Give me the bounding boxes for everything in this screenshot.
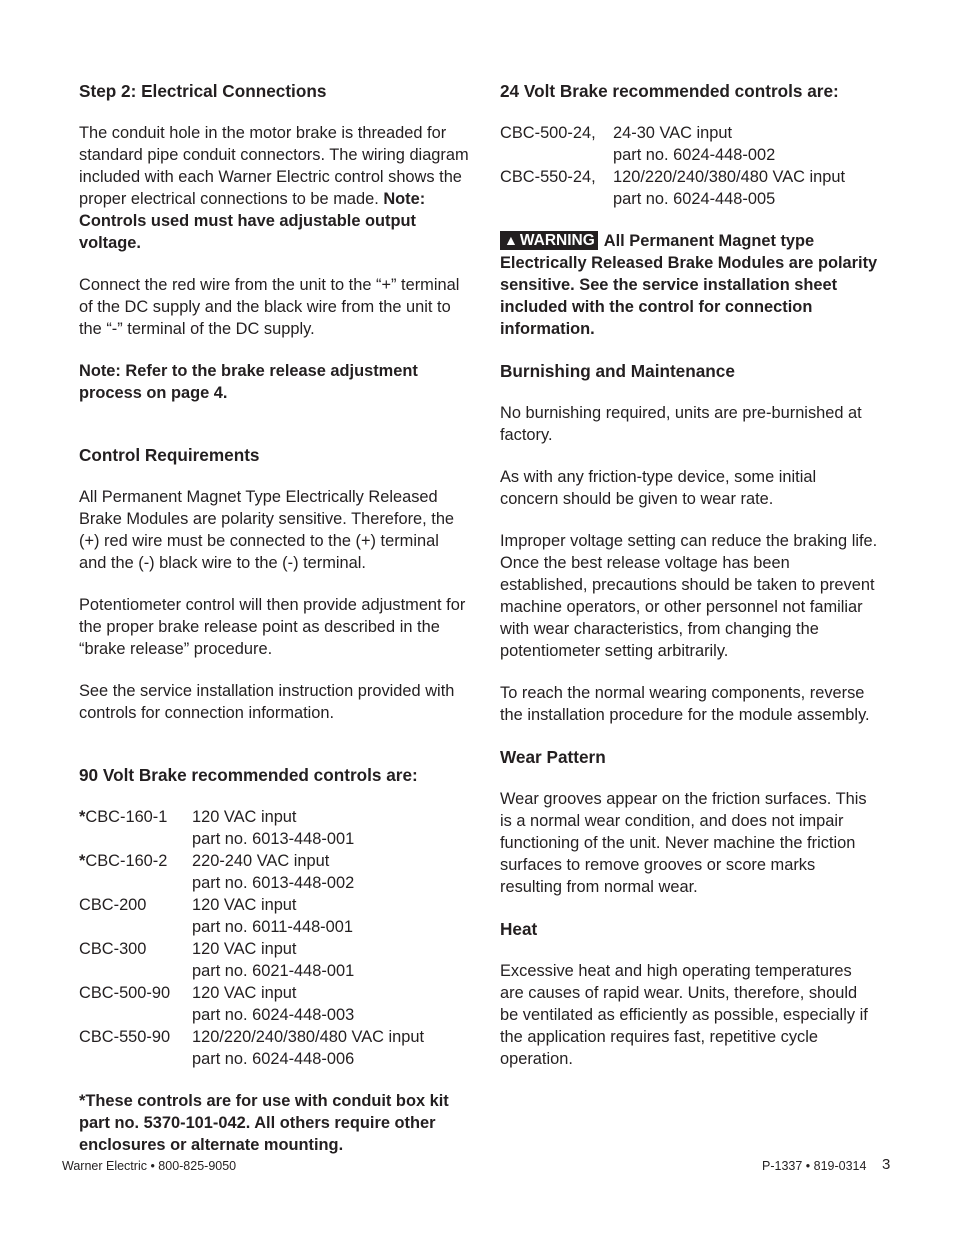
- electrical-connections-paragraph: [79, 122, 469, 254]
- control-row: [79, 806, 424, 828]
- control-part-number: part no. 6024-448-002: [613, 146, 776, 164]
- wiring-paragraph: Connect the red wire from the unit to the “+” terminal of the DC supply and the black wire from the unit to the “-” terminal of the DC supply.: [79, 276, 460, 338]
- footnote-asterisk: *: [79, 808, 86, 826]
- footer-document-number: P-1337 • 819-0314: [762, 1159, 867, 1173]
- warning-triangle-icon: ▲: [504, 232, 518, 248]
- service-instruction-paragraph: See the service installation instruction provided with controls for connection information.: [79, 682, 455, 722]
- brake-release-note: Note: Refer to the brake release adjustment process on page 4.: [79, 362, 418, 402]
- adjustable-voltage-note: Note: Controls used must have adjustable output voltage.: [79, 190, 426, 252]
- section-heading-wear-pattern: Wear Pattern: [500, 747, 606, 767]
- control-model-label: CBC-550-90: [79, 1028, 171, 1046]
- control-input: 120 VAC input: [192, 940, 297, 958]
- burnishing-paragraph-2: As with any friction-type device, some initial concern should be given to wear rate.: [500, 468, 817, 508]
- section-heading-control-requirements: Control Requirements: [79, 445, 260, 465]
- control-row: [79, 850, 424, 872]
- control-part-row: [79, 916, 424, 938]
- right-column: [500, 80, 878, 1070]
- burnishing-paragraph-3: Improper voltage setting can reduce the braking life. Once the best release voltage has been established, precautions should be taken to prevent machine operators, or other personnel not familiar with wear characteristics, from changing the potentiometer setting arbitrarily.: [500, 532, 878, 660]
- control-model: [79, 982, 192, 1004]
- footer-company-phone: Warner Electric • 800-825-9050: [62, 1159, 237, 1173]
- controls-90-volt-table: [79, 806, 424, 1070]
- warning-paragraph: [500, 230, 878, 340]
- section-heading-electrical-connections: Step 2: Electrical Connections: [79, 81, 327, 101]
- warning-badge-label: WARNING: [519, 232, 595, 249]
- control-part-row: [79, 872, 424, 894]
- left-column: [79, 80, 469, 1156]
- control-model-label: CBC-160-2: [85, 852, 168, 870]
- empty-cell: [79, 872, 192, 894]
- control-part-number: part no. 6024-448-005: [613, 190, 776, 208]
- warning-badge: [500, 231, 598, 250]
- control-part-number: part no. 6024-448-003: [192, 1006, 355, 1024]
- control-input: 24-30 VAC input: [613, 124, 733, 142]
- section-heading-burnishing: Burnishing and Maintenance: [500, 361, 735, 381]
- control-model: CBC-550-24,: [500, 168, 596, 186]
- warning-text: All Permanent Magnet type Electrically Released Brake Modules are polarity sensitive. See the service installation sheet included with the control for connection information.: [500, 232, 878, 338]
- control-model-label: CBC-500-90: [79, 984, 171, 1002]
- control-row: [79, 938, 424, 960]
- control-input: 120/220/240/380/480 VAC input: [613, 168, 846, 186]
- control-part-number: part no. 6021-448-001: [192, 962, 355, 980]
- empty-cell: [79, 916, 192, 938]
- section-heading-heat: Heat: [500, 919, 538, 939]
- control-model: [79, 1026, 192, 1048]
- empty-cell: [79, 828, 192, 850]
- control-part-row: [500, 144, 845, 166]
- control-part-row: [79, 960, 424, 982]
- section-heading-90-volt-controls: 90 Volt Brake recommended controls are:: [79, 765, 418, 785]
- heat-paragraph: Excessive heat and high operating temperatures are causes of rapid wear. Units, therefore, should be ventilated as efficiently as possible, especially if the application requires fast, repetitive cycle operation.: [500, 962, 868, 1068]
- empty-cell: [500, 144, 613, 166]
- footnote-asterisk: *: [79, 852, 86, 870]
- control-input: 120/220/240/380/480 VAC input: [192, 1028, 425, 1046]
- control-row: [79, 1026, 424, 1048]
- control-part-row: [79, 1048, 424, 1070]
- electrical-connections-text: The conduit hole in the motor brake is threaded for standard pipe conduit connectors. The wiring diagram included with each Warner Electric control shows the proper electrical connections to be made.: [79, 124, 469, 208]
- control-input: 120 VAC input: [192, 808, 297, 826]
- section-heading-24-volt-controls: 24 Volt Brake recommended controls are:: [500, 81, 839, 101]
- burnishing-paragraph-4: To reach the normal wearing components, reverse the installation procedure for the module assembly.: [500, 684, 870, 724]
- empty-cell: [79, 960, 192, 982]
- empty-cell: [79, 1004, 192, 1026]
- control-model-label: CBC-200: [79, 896, 147, 914]
- control-model: [79, 806, 192, 828]
- conduit-box-footnote: *These controls are for use with conduit box kit part no. 5370-101-042. All others require other enclosures or alternate mounting.: [79, 1092, 449, 1154]
- control-part-number: part no. 6013-448-002: [192, 874, 355, 892]
- control-row: [500, 122, 845, 144]
- controls-24-volt-table: [500, 122, 845, 210]
- control-model-label: CBC-160-1: [85, 808, 168, 826]
- control-part-number: part no. 6011-448-001: [192, 918, 353, 936]
- wear-pattern-paragraph: Wear grooves appear on the friction surfaces. This is a normal wear condition, and does not impair functioning of the unit. Never machine the friction surfaces to remove grooves or score marks resulting from normal wear.: [500, 790, 867, 896]
- control-input: 120 VAC input: [192, 984, 297, 1002]
- control-row: [79, 894, 424, 916]
- control-part-number: part no. 6024-448-006: [192, 1050, 355, 1068]
- control-row: [79, 982, 424, 1004]
- empty-cell: [79, 1048, 192, 1070]
- control-input: 120 VAC input: [192, 896, 297, 914]
- control-part-number: part no. 6013-448-001: [192, 830, 355, 848]
- control-part-row: [79, 1004, 424, 1026]
- polarity-paragraph: All Permanent Magnet Type Electrically Released Brake Modules are polarity sensitive. Therefore, the (+) red wire must be connected to the (+) terminal and the (-) black wire to the (-) terminal.: [79, 488, 455, 572]
- control-model: [79, 938, 192, 960]
- potentiometer-paragraph: Potentiometer control will then provide adjustment for the proper brake release point as described in the “brake release” procedure.: [79, 596, 466, 658]
- control-model-label: CBC-300: [79, 940, 147, 958]
- control-model: CBC-500-24,: [500, 124, 596, 142]
- control-row: [500, 166, 845, 188]
- control-model: [79, 850, 192, 872]
- control-model: [79, 894, 192, 916]
- empty-cell: [500, 188, 613, 210]
- page-number: 3: [882, 1156, 891, 1173]
- control-part-row: [79, 828, 424, 850]
- burnishing-paragraph-1: No burnishing required, units are pre-burnished at factory.: [500, 404, 862, 444]
- control-input: 220-240 VAC input: [192, 852, 330, 870]
- control-part-row: [500, 188, 845, 210]
